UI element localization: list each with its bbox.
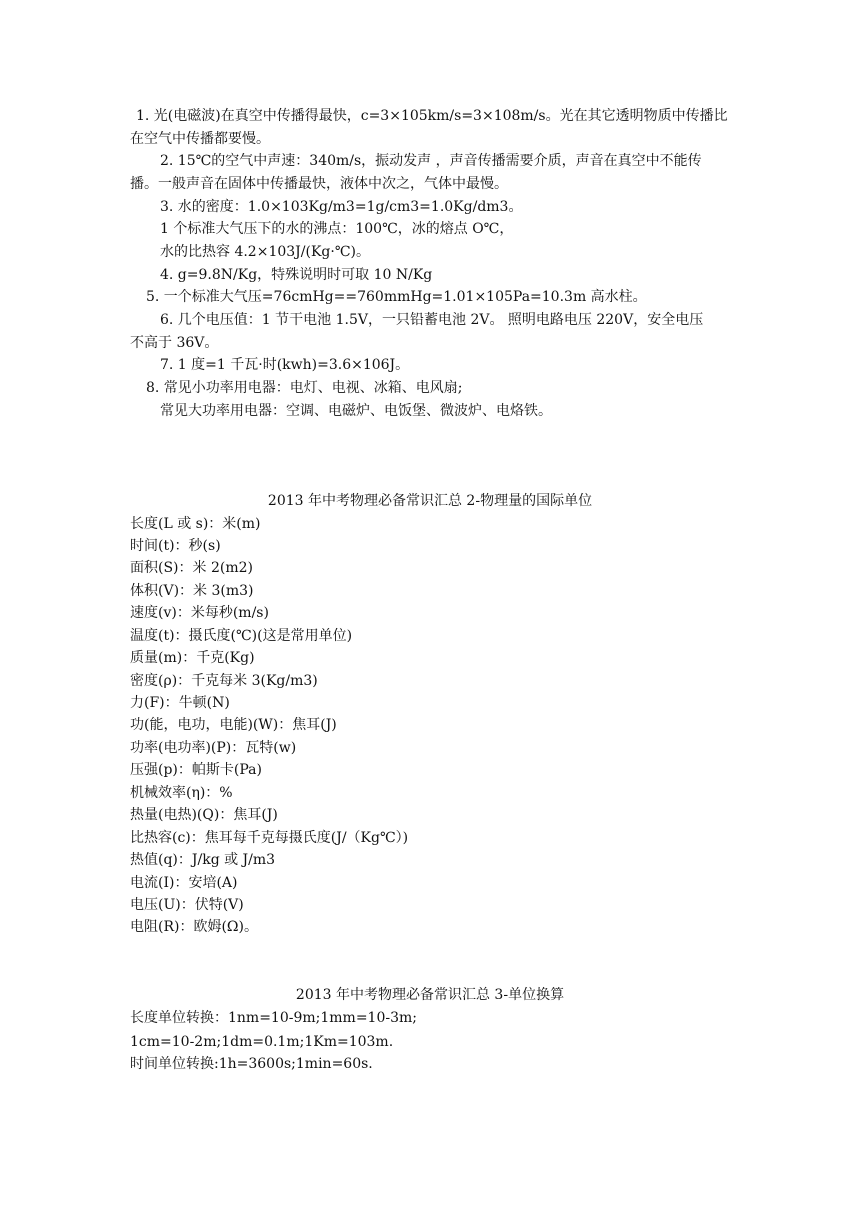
item-3-line-1: 3. 水的密度：1.0×103Kg/m3=1g/cm3=1.0Kg/dm3。 [160, 199, 523, 215]
unit-work: 功(能，电功，电能)(W)：焦耳(J) [130, 717, 337, 733]
unit-speed: 速度(v)：米每秒(m/s) [130, 605, 269, 621]
unit-efficiency: 机械效率(η)：% [130, 785, 233, 801]
item-7: 7. 1 度=1 千瓦·时(kwh)=3.6×106J。 [160, 357, 410, 373]
conversion-line-2: 1cm=10-2m;1dm=0.1m;1Km=103m. [130, 1034, 394, 1050]
unit-specific-heat: 比热容(c)：焦耳每千克每摄氏度(J/（Kg℃）) [130, 830, 409, 846]
unit-mass: 质量(m)：千克(Kg) [130, 650, 255, 666]
unit-area: 面积(S)：米 2(m2) [130, 560, 253, 576]
unit-current: 电流(I)：安培(A) [130, 875, 238, 891]
section-2-title: 2013 年中考物理必备常识汇总 2-物理量的国际单位 [267, 493, 593, 509]
item-3-line-3: 水的比热容 4.2×103J/(Kg·℃)。 [160, 244, 370, 260]
item-6-line-2: 不高于 36V。 [130, 335, 219, 351]
item-2-line-1: 2. 15℃的空气中声速：340m/s，振动发声 ，声音传播需要介质，声音在真空中不能传 [160, 153, 702, 169]
unit-force: 力(F)：牛顿(N) [130, 695, 230, 711]
unit-time: 时间(t)：秒(s) [130, 538, 221, 554]
unit-heat: 热量(电热)(Q)：焦耳(J) [130, 807, 278, 823]
unit-density: 密度(ρ)：千克每米 3(Kg/m3) [130, 673, 318, 689]
item-4: 4. g=9.8N/Kg，特殊说明时可取 10 N/Kg [160, 267, 433, 283]
unit-length: 长度(L 或 s)：米(m) [130, 516, 261, 532]
item-5: 5. 一个标准大气压=76cmHg==760mmHg=1.01×105Pa=10.3m 高水柱。 [146, 289, 647, 305]
item-8-line-1: 8. 常见小功率用电器：电灯、电视、冰箱、电风扇; [146, 380, 463, 396]
item-1-line-2: 在空气中传播都要慢。 [130, 131, 270, 147]
unit-voltage: 电压(U)：伏特(V) [130, 897, 244, 913]
item-8-line-2: 常见大功率用电器：空调、电磁炉、电饭堡、微波炉、电烙铁。 [160, 403, 552, 419]
unit-resistance: 电阻(R)：欧姆(Ω)。 [130, 919, 258, 935]
item-1-line-1: 1. 光(电磁波)在真空中传播得最快，c=3×105km/s=3×108m/s。光在其它透明物质中传播比 [136, 108, 728, 124]
unit-power: 功率(电功率)(P)：瓦特(w) [130, 740, 297, 756]
unit-temperature: 温度(t)：摄氏度(℃)(这是常用单位) [130, 628, 353, 644]
item-3-line-2: 1 个标准大气压下的水的沸点：100℃，冰的熔点 O℃， [160, 221, 514, 237]
item-2-line-2: 播。一般声音在固体中传播最快，液体中次之，气体中最慢。 [130, 176, 508, 192]
conversion-line-1: 长度单位转换：1nm=10-9m;1mm=10-3m; [130, 1010, 418, 1026]
item-6-line-1: 6. 几个电压值：1 节干电池 1.5V，一只铅蓄电池 2V。 照明电路电压 220V，安全电压 [160, 312, 704, 328]
conversion-line-3: 时间单位转换:1h=3600s;1min=60s. [130, 1056, 373, 1072]
unit-volume: 体积(V)：米 3(m3) [130, 583, 254, 599]
unit-heat-value: 热值(q)：J/kg 或 J/m3 [130, 852, 276, 868]
unit-pressure: 压强(p)：帕斯卡(Pa) [130, 762, 262, 778]
section-3-title: 2013 年中考物理必备常识汇总 3-单位换算 [295, 987, 565, 1003]
